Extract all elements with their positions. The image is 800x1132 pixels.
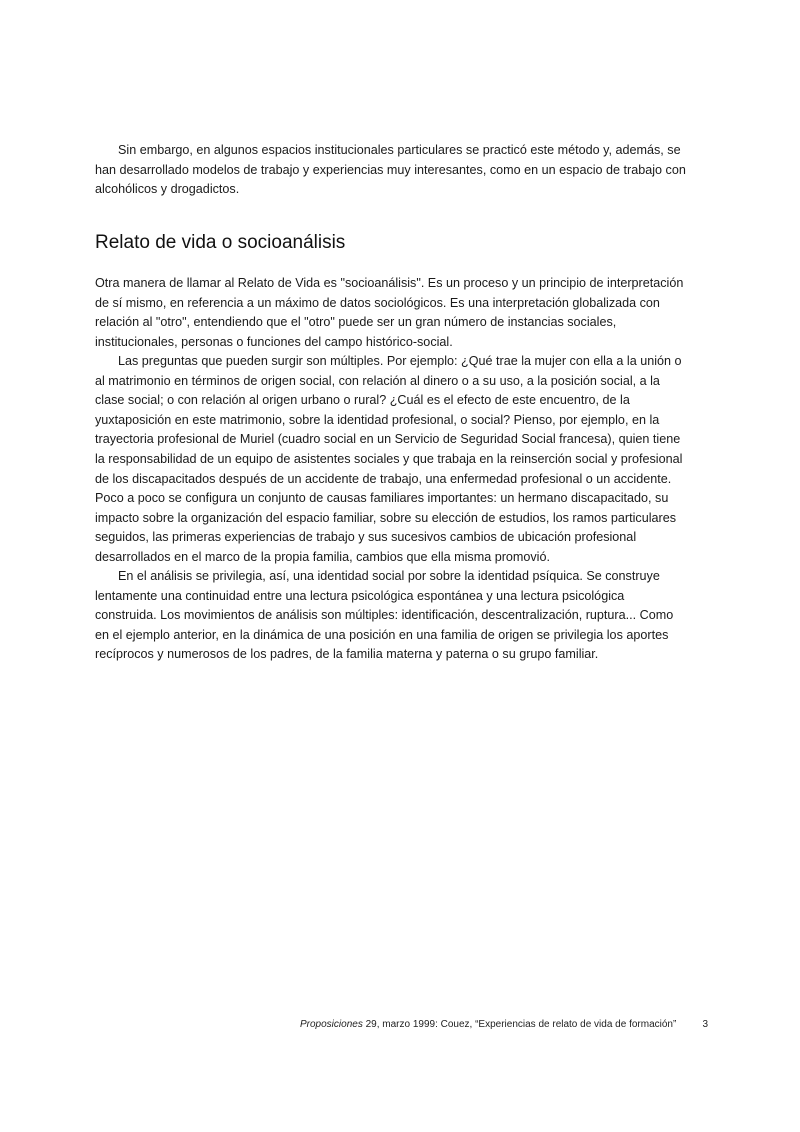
- text-line: institucionales, personas o funciones del campo histórico-social.: [95, 334, 453, 349]
- text-line: En el análisis se privilegia, así, una identidad social por sobre la identidad psíquica. Se construye: [118, 569, 660, 583]
- text-line: de los discapacitados después de un accidente de trabajo, una enfermedad profesional o un accidente.: [95, 471, 672, 486]
- text-line: la responsabilidad de un equipo de asistentes sociales y que trabaja en la reinserción social y profesional: [95, 451, 683, 466]
- text-line: seguidos, las primeras experiencias de trabajo y sus sucesivos cambios de ubicación profesional: [95, 530, 637, 545]
- text-line: al matrimonio en términos de origen social, con relación al dinero o a su uso, a la posición social, a la: [95, 373, 660, 388]
- paragraph-intro: [95, 141, 707, 200]
- text-line: trayectoria profesional de Muriel (cuadro social en un Servicio de Seguridad Social francesa), quien tiene: [95, 432, 681, 447]
- text-line: Sin embargo, en algunos espacios institucionales particulares se practicó este método y, además, se: [118, 143, 681, 157]
- text-line: de sí mismo, en referencia a un máximo de datos sociológicos. Es una interpretación globalizada con: [95, 295, 660, 310]
- text-line: relación al "otro", entendiendo que el "otro" puede ser un gran número de instancias sociales,: [95, 315, 617, 330]
- paragraph-definition: [95, 274, 707, 352]
- paragraph-questions: [95, 352, 707, 568]
- text-line: lentamente una continuidad entre una lectura psicológica espontánea y una lectura psicológica: [95, 588, 625, 603]
- text-line: clase social; o con relación al origen urbano o rural? ¿Cuál es el efecto de este encuentro, de la: [95, 393, 630, 408]
- journal-name: Proposiciones: [300, 1019, 363, 1030]
- text-line: Otra manera de llamar al Relato de Vida es "socioanálisis". Es un proceso y un principio de interpretación: [95, 276, 684, 290]
- page-footer: [300, 1018, 708, 1032]
- text-line: yuxtaposición en este matrimonio, sobre la identidad profesional, o social? Pienso, por ejemplo, en la: [95, 412, 660, 427]
- text-line: desarrollados en el marco de la propia familia, cambios que ella misma promovió.: [95, 549, 550, 564]
- page-number: 3: [702, 1019, 708, 1030]
- footer-citation: 29, marzo 1999: Couez, “Experiencias de relato de vida de formación”: [362, 1019, 677, 1030]
- text-line: Poco a poco se configura un conjunto de causas familiares importantes: un hermano discapacitado, su: [95, 491, 669, 506]
- text-line: han desarrollado modelos de trabajo y experiencias muy interesantes, como en un espacio de trabajo con: [95, 162, 686, 177]
- text-line: alcohólicos y drogadictos.: [95, 182, 240, 197]
- paragraph-analysis: [95, 567, 707, 665]
- text-line: recíprocos y numerosos de los padres, de la familia materna y paterna o su grupo familiar.: [95, 647, 599, 662]
- section-heading: Relato de vida o socioanálisis: [95, 232, 346, 253]
- text-line: Las preguntas que pueden surgir son múltiples. Por ejemplo: ¿Qué trae la mujer con ella a la unión o: [118, 354, 682, 368]
- text-line: construida. Los movimientos de análisis son múltiples: identificación, descentralización, ruptura... Como: [95, 608, 674, 623]
- text-line: en el ejemplo anterior, en la dinámica de una posición en una familia de origen se privilegia los aportes: [95, 627, 669, 642]
- text-line: impacto sobre la organización del espacio familiar, sobre su elección de estudios, los ramos particulares: [95, 510, 677, 525]
